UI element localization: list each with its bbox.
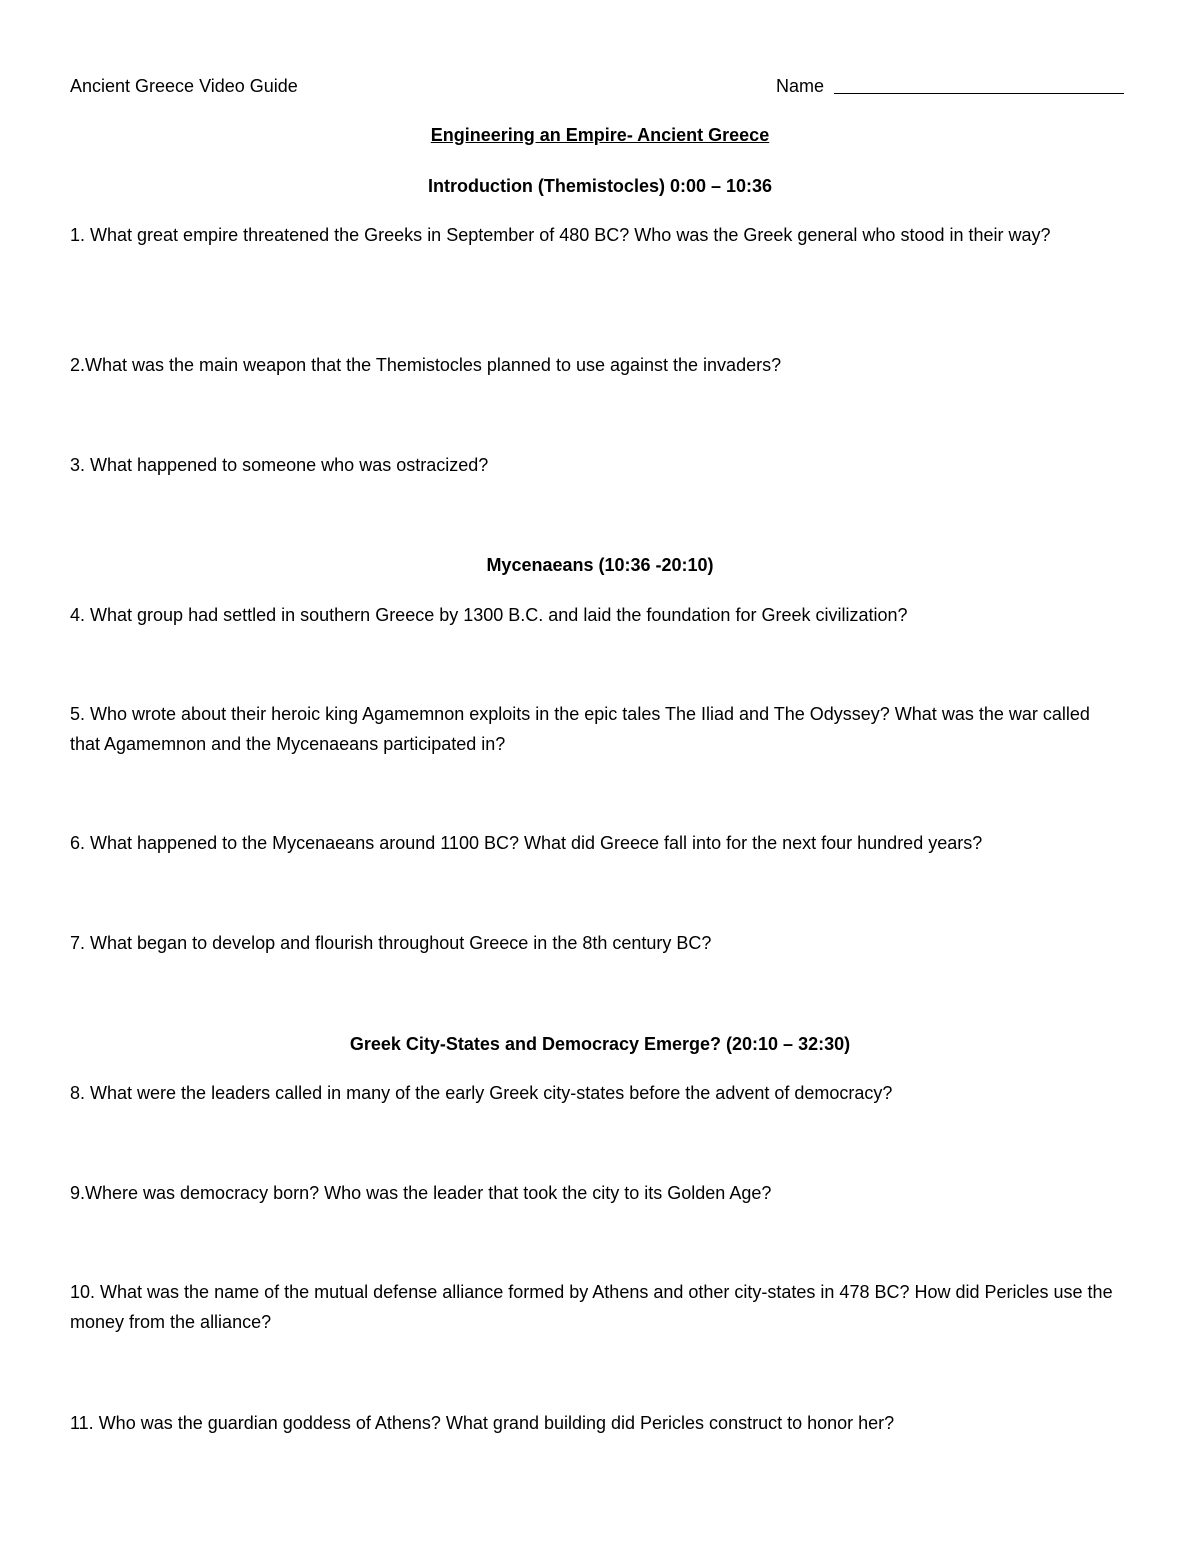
section-heading-city-states: Greek City-States and Democracy Emerge? (20:10 – 32:30)	[349, 1034, 851, 1054]
section-heading-introduction: Introduction (Themistocles) 0:00 – 10:36	[427, 176, 773, 196]
question-5: 5. Who wrote about their heroic king Agamemnon exploits in the epic tales The Iliad and The Odyssey? What was the war called that Agamemnon and the Mycenaeans participated in?	[70, 704, 1090, 754]
question-8: 8. What were the leaders called in many of the early Greek city-states before the advent of democracy?	[70, 1083, 893, 1103]
name-label: Name	[776, 76, 825, 96]
question-9: 9.Where was democracy born? Who was the leader that took the city to its Golden Age?	[70, 1183, 772, 1203]
question-10: 10. What was the name of the mutual defense alliance formed by Athens and other city-states in 478 BC? How did Pericles use the money from the alliance?	[70, 1282, 1113, 1332]
section-heading-mycenaeans: Mycenaeans (10:36 -20:10)	[486, 555, 714, 575]
worksheet-title: Engineering an Empire- Ancient Greece	[430, 125, 770, 145]
question-6: 6. What happened to the Mycenaeans around 1100 BC? What did Greece fall into for the next four hundred years?	[70, 833, 983, 853]
worksheet-header-title: Ancient Greece Video Guide	[70, 76, 298, 96]
question-11: 11. Who was the guardian goddess of Athens? What grand building did Pericles construct to honor her?	[70, 1413, 895, 1433]
question-3: 3. What happened to someone who was ostracized?	[70, 455, 489, 475]
question-7: 7. What began to develop and flourish throughout Greece in the 8th century BC?	[70, 933, 712, 953]
question-1: 1. What great empire threatened the Greeks in September of 480 BC? Who was the Greek general who stood in their way?	[70, 225, 1051, 245]
question-4: 4. What group had settled in southern Greece by 1300 B.C. and laid the foundation for Greek civilization?	[70, 605, 908, 625]
question-2: 2.What was the main weapon that the Themistocles planned to use against the invaders?	[70, 355, 782, 375]
name-blank-line[interactable]	[834, 93, 1124, 94]
